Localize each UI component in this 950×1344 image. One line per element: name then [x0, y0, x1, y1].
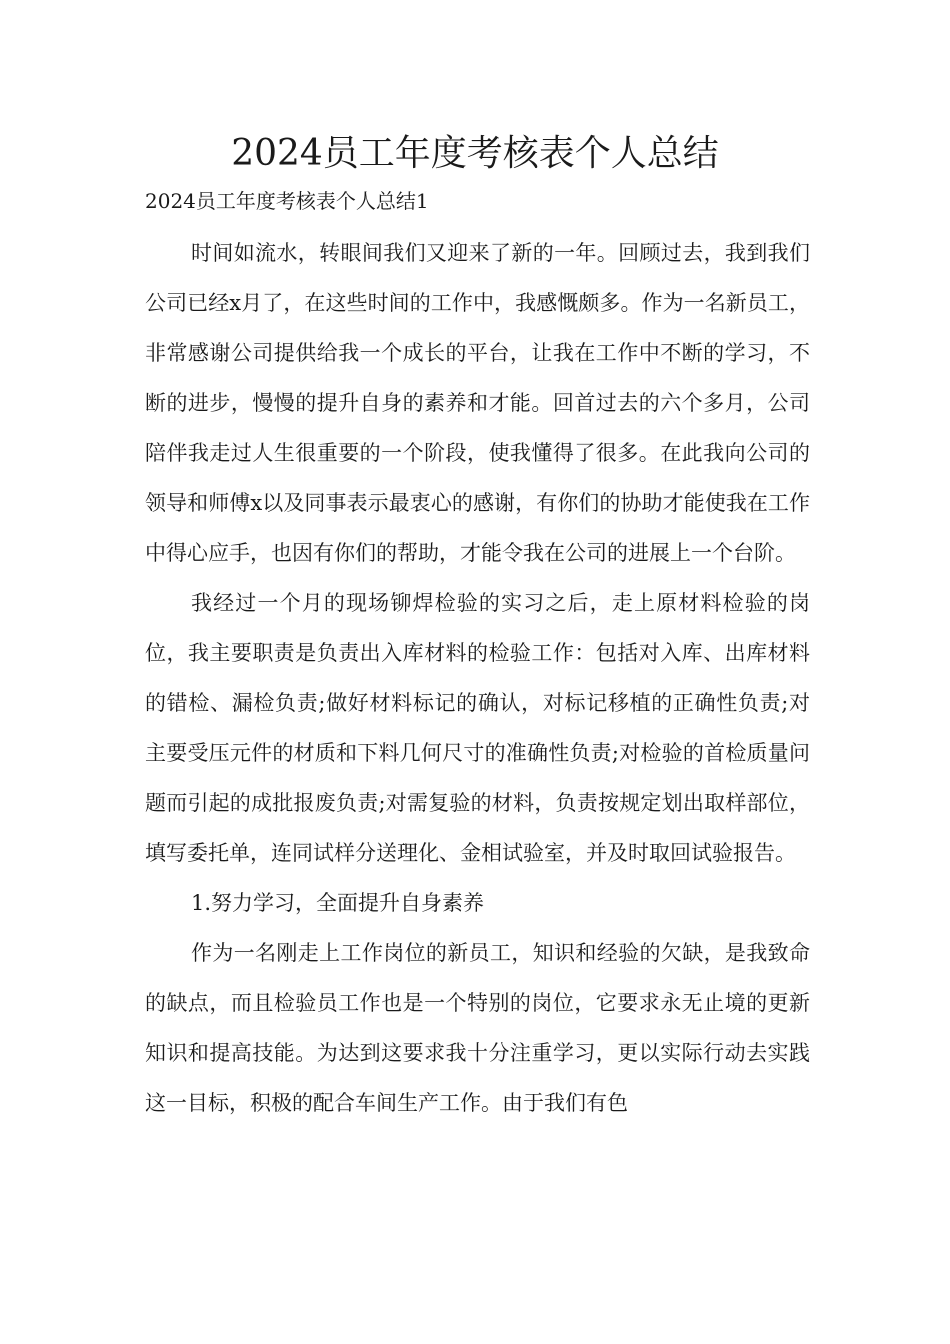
document-title: 2024员工年度考核表个人总结: [231, 133, 719, 174]
paragraph-study: 作为一名刚走上工作岗位的新员工，知识和经验的欠缺，是我致命的缺点，而且检验员工作也是一个特别的岗位，它要求永无止境的更新知识和提高技能。为达到这要求我十分注重学习，更以实际行动去实践这一目标，积极的配合车间生产工作。由于我们有色: [145, 941, 810, 1115]
paragraph-intro: 时间如流水，转眼间我们又迎来了新的一年。回顾过去，我到我们公司已经x月了，在这些时间的工作中，我感慨颇多。作为一名新员工，非常感谢公司提供给我一个成长的平台，让我在工作中不断的学习，不断的进步，慢慢的提升自身的素养和才能。回首过去的六个多月，公司陪伴我走过人生很重要的一个阶段，使我懂得了很多。在此我向公司的领导和师傅x以及同事表示最衷心的感谢，有你们的协助才能使我在工作中得心应手，也因有你们的帮助，才能令我在公司的进展上一个台阶。: [145, 241, 810, 565]
section-heading-study: 1.努力学习，全面提升自身素养: [191, 891, 485, 915]
paragraph-duties: 我经过一个月的现场铆焊检验的实习之后，走上原材料检验的岗位，我主要职责是负责出入库材料的检验工作：包括对入库、出库材料的错检、漏检负责;做好材料标记的确认，对标记移植的正确性负责;对主要受压元件的材质和下料几何尺寸的准确性负责;对检验的首检质量问题而引起的成批报废负责;对需复验的材料，负责按规定划出取样部位，填写委托单，连同试样分送理化、金相试验室，并及时取回试验报告。: [145, 591, 810, 865]
document-body: [145, 228, 810, 1128]
section-subtitle: 2024员工年度考核表个人总结1: [145, 189, 429, 213]
